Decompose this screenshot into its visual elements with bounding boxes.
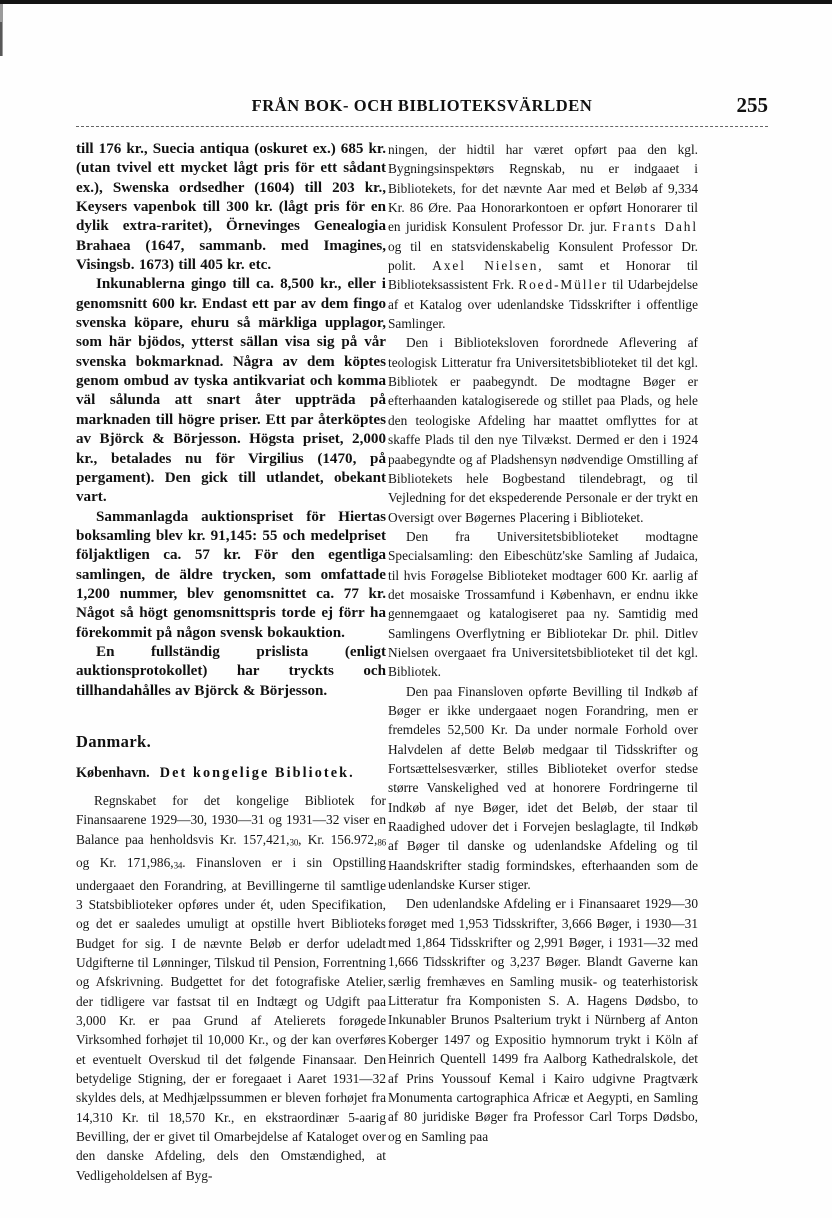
page-number: 255 [736, 93, 768, 117]
institution-city: København. [76, 764, 150, 781]
institution-heading [76, 765, 386, 782]
paragraph: Den paa Finansloven opførte Bevilling til Indkøb af Bøger er ikke undergaaet nogen Forandring, men er fremdeles 52,500 Kr. Da under normale Forhold over Halvdelen af dette Beløb medgaar til Tidsskrifter og Fortsættelsesværker, stilles Biblioteket overfor stedse større Vanskelighed ved at honorere Fordringerne til Indkøb af nye Bøger, idet det Beløb, der staar til Raadighed udover det i Forvejen beslaglagte, til Indkøb af Bøger til danske og udenlandske Afdeling og til Haandskrifter stadig formindskes, efterhaanden som de udenlandske Kurser stiger. [388, 683, 698, 893]
paragraph: Sammanlagda auktionspriset för Hiertas boksamling blev kr. 91,145: 55 och medelpriset följaktligen ca. 57 kr. För den egentliga samlingen, de äldre trycken, som omfattade 1,200 nummer, blev genomsnittet ca. 77 kr. Något så högt genomsnittspris torde ej förr ha förekommit på någon svensk bokauktion. [76, 508, 386, 641]
paragraph: Den udenlandske Afdeling er i Finansaaret 1929—30 forøget med 1,953 Tidsskrifter, 3,666 Bøger, i 1930—31 med 1,864 Tidsskrifter og 2,991 Bøger, i 1931—32 med 1,666 Tidsskrifter og 3,237 Bøger. Blandt Gaverne kan særlig fremhæves en Samling musik- og teaterhistorisk Litteratur fra Komponisten S. A. Hagens Dødsbo, to Inkunabler Brunos Psalterium trykt i Nürnberg af Anton Koberger 1497 og Expositio hymnorum trykt i Köln af Heinrich Quentell 1499 fra Aalborg Kathedralskole, det af Prins Youssouf Kemal i Kairo udgivne Pragtværk Monumenta cartographica Africæ et Aegypti, en Samling af 80 juridiske Bøger fra Professor Carl Torps Dødsbo, og en Samling paa [388, 896, 698, 1144]
right-column [388, 140, 698, 1146]
institution-name: Det kongelige Bibliotek. [159, 764, 355, 781]
scan-edge-top [0, 0, 832, 4]
country-heading: Danmark. [76, 731, 152, 751]
running-head [76, 93, 768, 122]
paragraph: till 176 kr., Suecia antiqua (oskuret ex.) 685 kr. (utan tvivel ett mycket lågt pris för ett sådant ex.), Swenska ordsedher (1604) till 203 kr., Keysers vapenbok till 300 kr. (lågt pris för en dylik extra-raritet), Örnevinges Genealogia Brahaea (1647, sammanb. med Imagines, Visingsb. 1673) till 405 kr. etc. [76, 141, 386, 274]
spacer [76, 782, 386, 791]
spacer [76, 701, 386, 732]
paragraph: En fullständig prislista (enligt auktionsprotokollet) har tryckts och tillhandahålles av Björck & Börjesson. [76, 643, 386, 699]
paragraph: Inkunablerna gingo till ca. 8,500 kr., eller i genomsnitt 600 kr. Endast ett par av dem fingo svenska köpare, ehuru så märkliga upplagor, som här bjödos, ytterst sällan visa sig på vår svenska bokmarknad. Några av dem köptes genom ombud av tyska antikvariat och komma väl sålunda att snart åter uppträda på marknaden till högre priser. Ett par återköptes av Björck & Börjesson. Högsta priset, 2,000 kr., betalades nu för Virgilius (1470, på pergament). Den gick till utlandet, obekant vart. [76, 276, 386, 506]
left-column [76, 140, 386, 1185]
paragraph: Den i Biblioteksloven forordnede Aflevering af teologisk Litteratur fra Universitetsbiblioteket til det kgl. Bibliotek er paabegyndt. De modtagne Bøger er efterhaanden katalogiserede og stillet paa Plads, og hele den teologiske Afdeling har maattet omflyttes for at skaffe Plads til den nye Tilvækst. Dermed er den i 1924 paabegyndte og af Pladshensyn nødvendige Omstilling af Bibliotekets hele Bogbestand tilendebragt, og til Vejledning for det ekspederende Personale er der trykt en Oversigt over Bøgernes Placering i Biblioteket. [388, 335, 698, 525]
spacer [76, 752, 386, 765]
paragraph: Regnskabet for det kongelige Bibliotek for Finansaarene 1929—30, 1930—31 og 1931—32 viser en Balance paa henholdsvis Kr. 157,421,30, Kr. 156.972,86 og Kr. 171,986,34. Finansloven er i sin Opstilling undergaaet den Forandring, at Bevillingerne til samtlige 3 Statsbiblioteker opføres under ét, uden Specifikation, og det er saaledes umuligt at opstille hvert Biblioteks Budget for sig. I de nævnte Beløb er derfor udeladt Udgifterne til Lønninger, Tilskud til Pension, Forrentning og Afskrivning. Budgettet for det fotografiske Atelier, der tidligere var fastsat til en Indtægt og Udgift paa 3,000 Kr. er paa Grund af Atelierets forøgede Virksomhed forhøjet til 10,000 Kr., og der kan overføres et eventuelt Overskud til det følgende Finansaar. Den betydelige Stigning, der er foregaaet i Aaret 1931—32 skyldes dels, at Medhjælpssummen er bleven forhøjet fra 14,310 Kr. til 18,570 Kr., en ekstraordinær 5-aarig Bevilling, der er givet til Omarbejdelse af Kataloget over den danske Afdeling, dels den Omstændighed, at Vedligeholdelsen af Byg- [76, 792, 387, 1183]
running-head-title: FRÅN BOK- OCH BIBLIOTEKSVÄRLDEN [251, 96, 593, 115]
paragraph: ningen, der hidtil har været opført paa den kgl. Bygningsinspektørs Regnskab, nu er indgaaet i Bibliotekets, for det nævnte Aar med et Beløb af 9,334 Kr. 86 Øre. Paa Honorarkontoen er opført Honorarer til en juridisk Konsulent Professor Dr. jur. Frants Dahl og til en statsvidenskabelig Konsulent Professor Dr. polit. Axel Nielsen, samt et Honorar til Biblioteksassistent Frk. Roed-Müller til Udarbejdelse af et Katalog over udenlandske Tidsskrifter i offentlige Samlinger. [388, 142, 698, 332]
paragraph: Den fra Universitetsbiblioteket modtagne Specialsamling: den Eibeschütz'ske Samling af Judaica, til hvis Forøgelse Biblioteket modtager 600 Kr. aarlig af det mosaiske Trossamfund i København, er endnu ikke gennemgaaet og katalogiseret paa ny. Samtidig med Samlingens Overflytning er Bibliotekar Dr. phil. Ditlev Nielsen overgaaet fra Universitetsbiblioteket til det kgl. Bibliotek. [388, 528, 698, 680]
scan-edge-left-dark [0, 22, 2, 56]
header-rule [76, 126, 768, 127]
